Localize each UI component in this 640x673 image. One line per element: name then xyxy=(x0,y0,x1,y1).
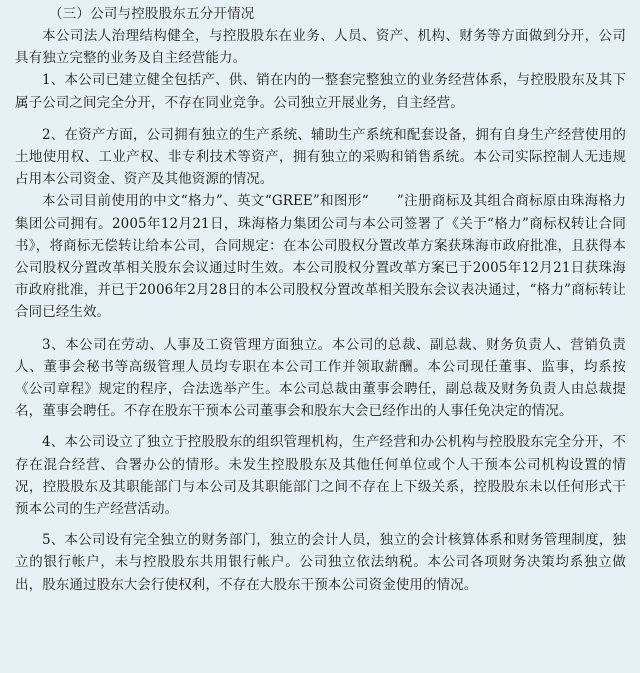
paragraph-finance-independence: 5、本公司设有完全独立的财务部门，独立的会计人员，独立的会计核算体系和财务管理制度，独立的银行帐户，未与控股股东共用银行帐户。公司独立依法纳税。本公司各项财务决策均系独立做出，股东通过股东大会行使权利，不存在大股东干预本公司资金使用的情况。 xyxy=(15,532,626,593)
paragraph-asset-independence: 2、在资产方面，公司拥有独立的生产系统、辅助生产系统和配套设备，拥有自身生产经营使用的土地使用权、工业产权、非专利技术等资产，拥有独立的采购和销售系统。本公司实际控制人无违规占用本公司资金、资产及其他资源的情况。 xyxy=(15,126,626,188)
section-heading: （三）公司与控股股东五分开情况 xyxy=(49,6,255,22)
paragraph-organization-independence: 4、本公司设立了独立于控股股东的组织管理机构，生产经营和办公机构与控股股东完全分开，不存在混合经营、合署办公的情形。未发生控股股东及其他任何单位或个人干预本公司机构设置的情况，控股股东及其职能部门与本公司及其职能部门之间不存在上下级关系，控股股东未以任何形式干预本公司的生产经营活动。 xyxy=(15,434,626,518)
paragraph-intro: 本公司法人治理结构健全，与控股股东在业务、人员、资产、机构、财务等方面做到分开，公司具有独立完整的业务及自主经营能力。 xyxy=(15,28,626,67)
paragraph-business-independence: 1、本公司已建立健全包括产、供、销在内的一整套完整独立的业务经营体系，与控股股东及其下属子公司之间完全分开，不存在同业竞争。公司独立开展业务，自主经营。 xyxy=(15,72,626,111)
paragraph-personnel-independence: 3、本公司在劳动、人事及工资管理方面独立。本公司的总裁、副总裁、财务负责人、营销负责人、董事会秘书等高级管理人员均专职在本公司工作并领取薪酬。本公司现任董事、监事，均系按《公司章程》规定的程序，合法选举产生。本公司总裁由董事会聘任，副总裁及财务负责人由总裁提名，董事会聘任。不存在股东干预本公司董事会和股东大会已经作出的人事任免决定的情况。 xyxy=(15,336,626,420)
paragraph-trademark: 本公司目前使用的中文“格力”、英文“GREE”和图形“ ”注册商标及其组合商标原由珠海格力集团公司拥有。2005年12月21日，珠海格力集团公司与本公司签署了《关于“格力”商标权转让合同书》，将商标无偿转让给本公司，合同规定：在本公司股权分置改革方案获珠海市政府批准，且获得本公司股权分置改革相关股东会议通过时生效。本公司股权分置改革方案已于2005年12月21日获珠海市政府批准，并已于2006年2月28日的本公司股权分置改革相关股东会议表决通过，“格力”商标转让合同已经生效。 xyxy=(15,193,626,321)
